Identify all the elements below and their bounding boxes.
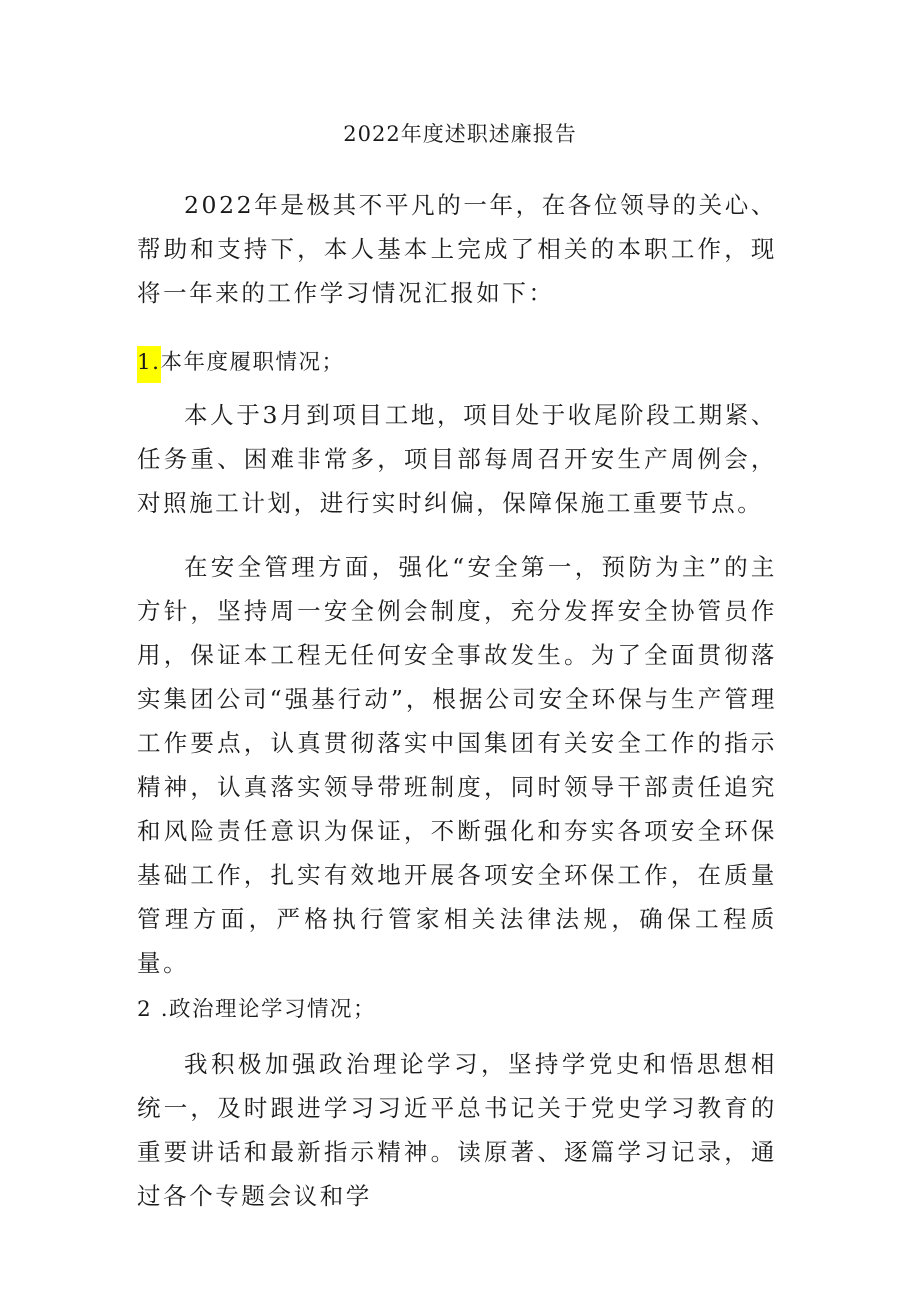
safety-paragraph: 在安全管理方面，强化“安全第一，预防为主”的主方针，坚持周一安全例会制度，充分发挥安全协管员作用，保证本工程无任何安全事故发生。为了全面贯彻落实集团公司“强基行动”，根据公司安全环保与生产管理工作要点，认真贯彻落实中国集团有关安全工作的指示精神，认真落实领导带班制度，同时领导干部责任追究和风险责任意识为保证，不断强化和夯实各项安全环保基础工作，扎实有效地开展各项安全环保工作，在质量管理方面，严格执行管家相关法律法规，确保工程质量。 (137, 553, 777, 977)
section-2-number: 2 (137, 997, 161, 1022)
section-1-heading (137, 343, 777, 383)
section-2-title: .政治理论学习情况； (160, 997, 377, 1022)
section-2-heading (137, 990, 777, 1030)
performance-paragraph: 本人于3月到项目工地，项目处于收尾阶段工期紧、任务重、困难非常多，项目部每周召开安生产周例会，对照施工计划，进行实时纠偏，保障保施工重要节点。 (137, 401, 777, 517)
intro-paragraph: 2022年是极其不平凡的一年，在各位领导的关心、帮助和支持下，本人基本上完成了相关的本职工作，现将一年来的工作学习情况汇报如下： (137, 191, 777, 307)
study-paragraph: 我积极加强政治理论学习，坚持学党史和悟思想相统一，及时跟进学习习近平总书记关于党史学习教育的重要讲话和最新指示精神。读原著、逐篇学习记录，通过各个专题会议和学 (137, 1050, 777, 1210)
section-1-title: 本年度履职情况； (160, 350, 345, 375)
section-1-number: 1. (137, 346, 161, 383)
document-title: 2022年度述职述廉报告 (343, 122, 577, 146)
